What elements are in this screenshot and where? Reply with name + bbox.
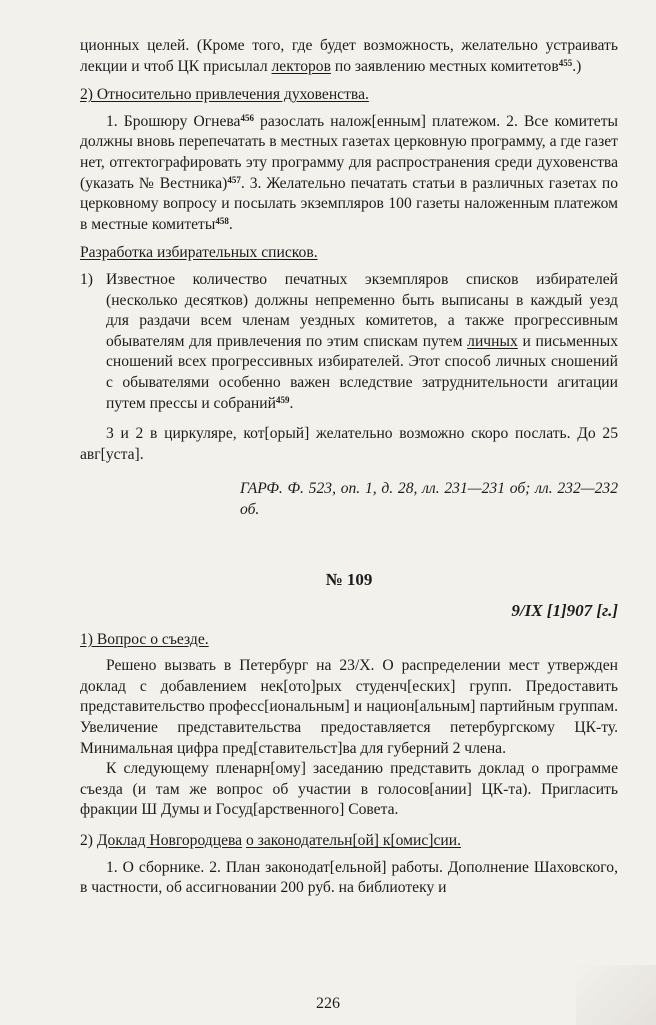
heading-report-a: Доклад Новгородцева [96,832,243,849]
paragraph-lectures-text: ционных целей. (Кроме того, где будет возможность, желательно устраивать лекции и чтоб ЦК присылал [80,37,618,75]
page-number: 226 [316,995,340,1013]
paragraph-lectures [80,36,618,77]
footnote-457: 457 [227,174,241,185]
clergy-text-c: . 3. Желательно печатать статьи в различных газетах по церковному вопросу и посылать экземпляров 100 газеты наложенным платежом в местные комитеты [80,174,618,233]
footnote-455: 455 [558,57,573,68]
lecturers-link-text: лекторов [271,57,331,75]
paragraph-congress-2: К следующему пленарн[ому] заседанию представить доклад о программе съезда (и там же вопрос об участии в голосов[ании] ЦК-та). Пригласить фракции Ш Думы и Госуд[арственного] Совета. [80,760,618,819]
underlined-word: личных [467,332,518,350]
list-item-text-a: Известное количество печатных экземпляров списков избирателей (несколько десятков) должны непременно быть выписаны в каждый уезд для раздачи всем членам уездных комитетов, а также прогрессивным обывателям для привлечения по этим спискам путем [106,270,618,350]
list-item-text-b: и письменных сношений всех прогрессивных избирателей. Этот способ личных сношений с обывателями особенно важен вследствие затруднительности агитации путем прессы и собраний [106,332,618,412]
list-number: 1) [80,270,93,288]
clergy-text-d: . [228,215,233,233]
heading-report [80,831,618,852]
paragraph-lectures-end: .) [572,57,582,75]
heading-lists [80,243,618,264]
paragraph-clergy [80,112,618,236]
archive-source: ГАРФ. Ф. 523, оп. 1, д. 28, лл. 231—231 об; лл. 232—232 об. [240,480,618,518]
paragraph-circular: 3 и 2 в циркуляре, кот[орый] желательно возможно скоро послать. До 25 авг[уста]. [80,425,618,463]
heading-report-num: 2) [80,832,97,849]
paragraph-lectures-tail: по заявлению местных комитетов [330,57,559,75]
document-date: 9/IX [1]907 [г.] [511,601,618,621]
list-item-1 [80,270,618,414]
heading-lists-text: Разработка избирательных списков. [80,244,318,262]
footnote-458: 458 [215,215,229,226]
heading-clergy [80,85,618,106]
heading-congress-text: 1) Вопрос о съезде. [80,630,209,648]
list-item-text [106,270,618,414]
clergy-text-b: разослать налож[енным] платежом. 2. Все комитеты должны вновь перепечатать в местных газетах церковную программу, а где газет нет, отгектографировать эту программу для распространения среди духовенства (указать № Вестника) [80,112,618,192]
document-number: № 109 [325,570,373,590]
clergy-text-a: 1. Брошюру Огнева [106,112,241,130]
footnote-459: 459 [275,394,290,405]
list-item-text-c: . [289,394,294,412]
paragraph-report: 1. О сборнике. 2. План законодат[ельной] работы. Дополнение Шаховского, в частности, об ассигновании 200 руб. на библиотеку и [80,858,618,897]
heading-report-b: о законодательн[ой] к[омис]сии. [246,832,462,849]
paragraph-congress-1: Решено вызвать в Петербург на 23/X. О распределении мест утвержден доклад с добавлением нек[ото]рых студенч[еских] групп. Предоставить представительство професс[иональным] и национ[альным] партийным группам. Увеличение представительства предоставляется петербургскому ЦК-ту. Минимальная цифра пред[ставительст]ва для губерний 2 члена. [80,657,618,757]
heading-congress [80,630,618,651]
heading-clergy-text: 2) Относительно привлечения духовенства. [80,86,369,104]
footnote-456: 456 [240,112,254,123]
page-corner-shade [576,965,656,1025]
